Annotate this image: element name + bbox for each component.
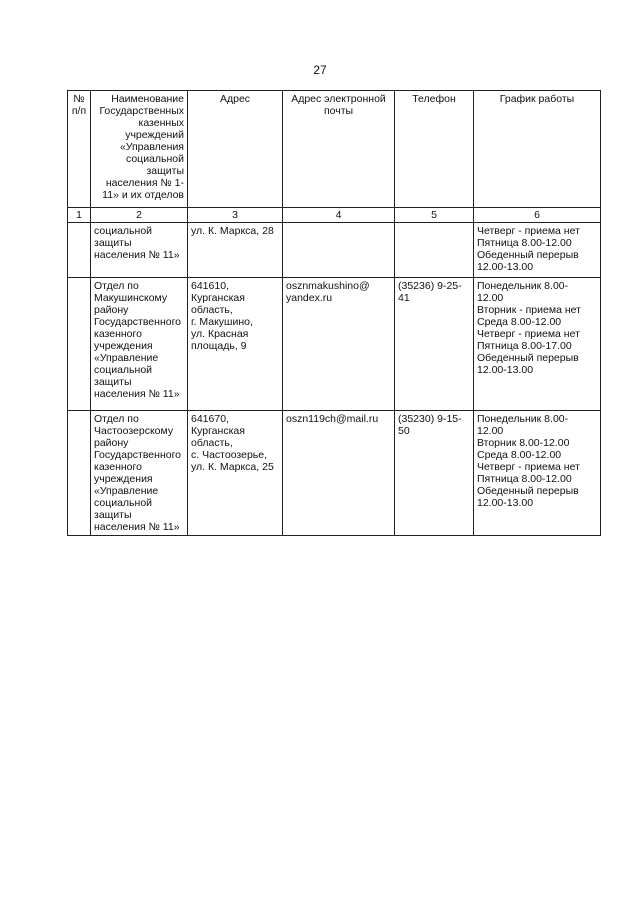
cell-num — [68, 223, 91, 278]
cell-schedule: Понедельник 8.00- 12.00 Вторник - приема нет Среда 8.00-12.00 Четверг - приема нет Пятница 8.00-17.00 Обеденный перерыв 12.00-13.00 — [474, 278, 601, 411]
header-schedule: График работы — [474, 91, 601, 208]
cell-address: 641670, Курганская область, с. Частоозерье, ул. К. Маркса, 25 — [188, 411, 283, 536]
header-address: Адрес — [188, 91, 283, 208]
cell-num — [68, 278, 91, 411]
cell-schedule: Четверг - приема нет Пятница 8.00-12.00 Обеденный перерыв 12.00-13.00 — [474, 223, 601, 278]
cell-email: oszn119ch@mail.ru — [283, 411, 395, 536]
cell-address: 641610, Курганская область, г. Макушино, ул. Красная площадь, 9 — [188, 278, 283, 411]
column-number: 6 — [474, 208, 601, 223]
institutions-table — [67, 90, 601, 536]
header-num: № п/п — [68, 91, 91, 208]
cell-name: Отдел по Макушинскому району Государственного казенного учреждения «Управление социальной защиты населения № 11» — [91, 278, 188, 411]
cell-name: социальной защиты населения № 11» — [91, 223, 188, 278]
column-number: 3 — [188, 208, 283, 223]
cell-phone: (35236) 9-25- 41 — [395, 278, 474, 411]
header-phone: Телефон — [395, 91, 474, 208]
cell-address: ул. К. Маркса, 28 — [188, 223, 283, 278]
header-email: Адрес электронной почты — [283, 91, 395, 208]
column-numbers-row — [68, 208, 601, 223]
cell-phone: (35230) 9-15- 50 — [395, 411, 474, 536]
table-row — [68, 278, 601, 411]
cell-email: osznmakushino@ yandex.ru — [283, 278, 395, 411]
cell-email — [283, 223, 395, 278]
column-number: 1 — [68, 208, 91, 223]
cell-schedule: Понедельник 8.00- 12.00 Вторник 8.00-12.00 Среда 8.00-12.00 Четверг - приема нет Пятница 8.00-12.00 Обеденный перерыв 12.00-13.00 — [474, 411, 601, 536]
page-number: 27 — [313, 63, 327, 77]
table-row — [68, 223, 601, 278]
table-header-row — [68, 91, 601, 208]
column-number: 4 — [283, 208, 395, 223]
table-row — [68, 411, 601, 536]
column-number: 2 — [91, 208, 188, 223]
cell-phone — [395, 223, 474, 278]
column-number: 5 — [395, 208, 474, 223]
cell-name: Отдел по Частоозерскому району Государственного казенного учреждения «Управление социальной защиты населения № 11» — [91, 411, 188, 536]
cell-num — [68, 411, 91, 536]
header-name: Наименование Государственных казенных учреждений «Управления социальной защиты населения № 1- 11» и их отделов — [91, 91, 188, 208]
